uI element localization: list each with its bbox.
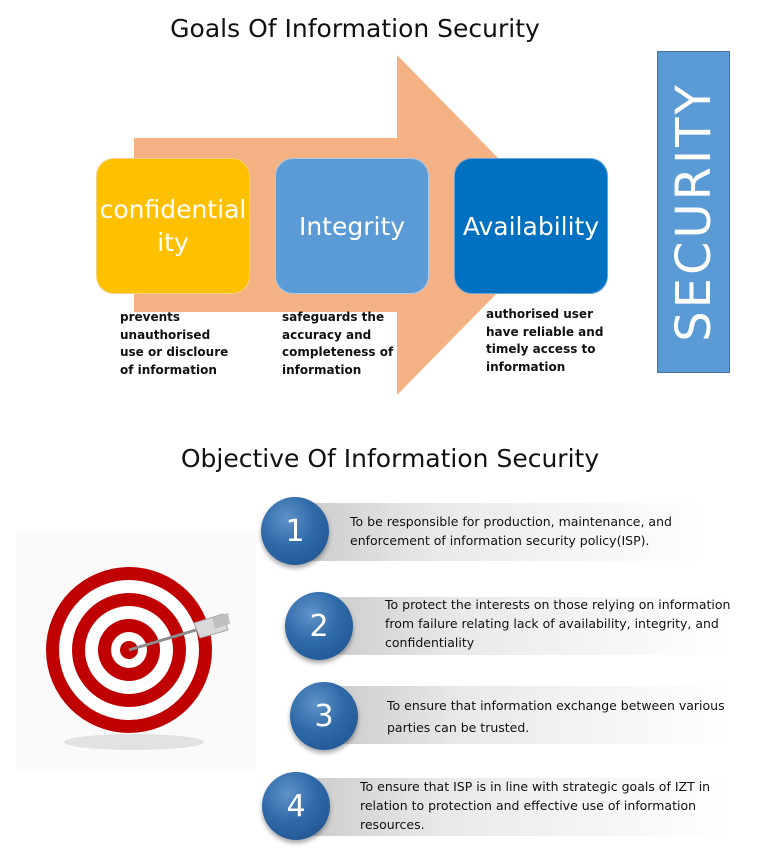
objective-1-number: 1	[285, 513, 305, 549]
confidentiality-label: confidential ity	[99, 195, 247, 257]
objective-4-number-badge	[262, 772, 330, 840]
integrity-description: safeguards the accuracy and completeness of information	[282, 310, 394, 377]
availability-description: authorised user have reliable and timely access to information	[486, 307, 604, 374]
objective-3-number-badge	[290, 682, 358, 750]
availability-label: Availability	[462, 211, 600, 241]
objective-2-number: 2	[309, 608, 329, 644]
integrity-box	[275, 158, 429, 294]
objective-3-number: 3	[314, 698, 334, 734]
objective-2-text: To protect the interests on those relying on information from failure relating lack of availability, integrity, and confidentiality	[385, 597, 731, 650]
target-illustration	[16, 530, 256, 770]
goals-title: Goals Of Information Security	[170, 14, 540, 43]
security-panel	[657, 51, 730, 373]
objectives-title: Objective Of Information Security	[180, 444, 600, 473]
confidentiality-description: prevents unauthorised use or discloure of information	[120, 310, 229, 377]
objective-4-text: To ensure that ISP is in line with strategic goals of IZT in relation to protection and effective use of information resources.	[360, 779, 711, 832]
objective-3-text: To ensure that information exchange between various parties can be trusted.	[387, 698, 725, 735]
target-with-arrow-icon	[16, 530, 256, 770]
objective-1-number-badge	[261, 497, 329, 565]
security-label: SECURITY	[665, 82, 722, 342]
objective-4-number: 4	[286, 788, 306, 824]
objective-1-text: To be responsible for production, maintenance, and enforcement of information security policy(ISP).	[350, 514, 672, 548]
availability-box	[454, 158, 608, 294]
objective-2-number-badge	[285, 592, 353, 660]
integrity-label: Integrity	[298, 211, 406, 241]
confidentiality-box	[96, 158, 250, 294]
